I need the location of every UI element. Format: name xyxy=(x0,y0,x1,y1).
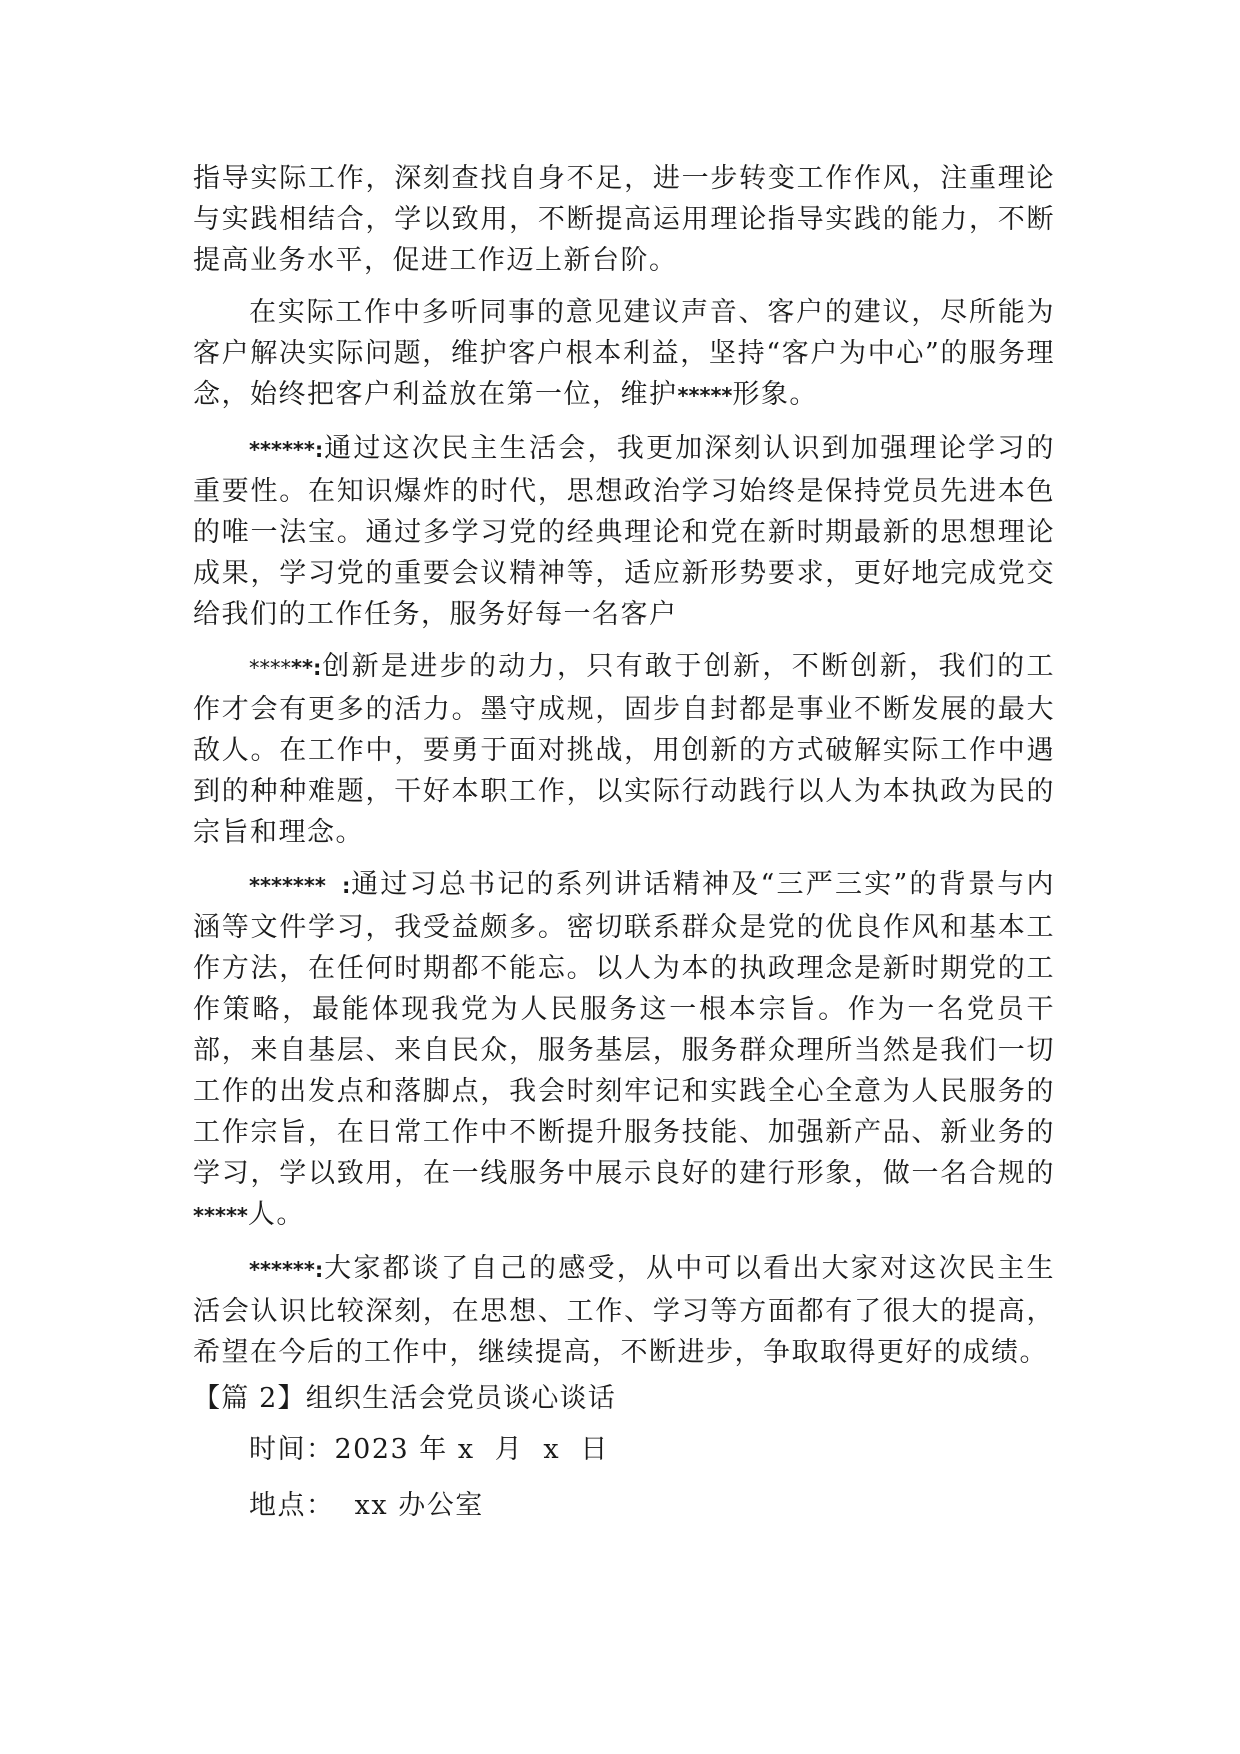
paragraph-4 xyxy=(193,646,1055,853)
document-page xyxy=(193,158,1055,1539)
masked-name: ***** xyxy=(193,1204,248,1228)
paragraph-2-tail: 形象。 xyxy=(732,379,818,410)
meeting-time: 时间：2023 年 x 月 x 日 xyxy=(249,1434,609,1465)
speaker-label-prefix: **** xyxy=(249,656,291,680)
speaker-label: ******: xyxy=(249,1258,324,1282)
speaker-label: ******: xyxy=(249,438,324,462)
speaker-label: ******* : xyxy=(249,874,351,898)
paragraph-5-text: 通过习总书记的系列讲话精神及“三严三实”的背景与内涵等文件学习，我受益颇多。密切联系群众是党的优良作风和基本工作方法，在任何时期都不能忘。以人为本的执政理念是新时期党的工作策略，最能体现我党为人民服务这一根本宗旨。作为一名党员干部，来自基层、来自民众，服务基层，服务群众理所当然是我们一切工作的出发点和落脚点，我会时刻牢记和实践全心全意为人民服务的工作宗旨，在日常工作中不断提升服务技能、加强新产品、新业务的学习，学以致用，在一线服务中展示良好的建行形象，做一名合规的 xyxy=(193,869,1055,1189)
meeting-place: 地点： xx 办公室 xyxy=(249,1490,484,1521)
speaker-label: **: xyxy=(291,656,322,680)
paragraph-6 xyxy=(193,1248,1055,1373)
paragraph-6-text: 大家都谈了自己的感受，从中可以看出大家对这次民主生活会认识比较深刻，在思想、工作、学习等方面都有了很大的提高，希望在今后的工作中，继续提高，不断进步，争取取得更好的成绩。 xyxy=(193,1253,1055,1368)
paragraph-3-text: 通过这次民主生活会，我更加深刻认识到加强理论学习的重要性。在知识爆炸的时代，思想政治学习始终是保持党员先进本色的唯一法宝。通过多学习党的经典理论和党在新时期最新的思想理论成果，学习党的重要会议精神等，适应新形势要求，更好地完成党交给我们的工作任务，服务好每一名客户 xyxy=(193,433,1055,630)
paragraph-2-text: 在实际工作中多听同事的意见建议声音、客户的建议，尽所能为客户解决实际问题，维护客户根本利益，坚持“客户为中心”的服务理念，始终把客户利益放在第一位，维护 xyxy=(193,297,1055,410)
paragraph-4-text: 创新是进步的动力，只有敢于创新，不断创新，我们的工作才会有更多的活力。墨守成规，固步自封都是事业不断发展的最大敌人。在工作中，要勇于面对挑战，用创新的方式破解实际工作中遇到的种种难题，干好本职工作，以实际行动践行以人为本执政为民的宗旨和理念。 xyxy=(193,651,1055,848)
paragraph-1: 指导实际工作，深刻查找自身不足，进一步转变工作作风，注重理论与实践相结合，学以致用，不断提高运用理论指导实践的能力，不断提高业务水平，促进工作迈上新台阶。 xyxy=(193,163,1055,276)
paragraph-2 xyxy=(193,292,1055,417)
paragraph-5 xyxy=(193,864,1055,1237)
paragraph-5-tail: 人。 xyxy=(247,1199,305,1230)
section-heading: 【篇 2】组织生活会党员谈心谈话 xyxy=(193,1383,616,1414)
masked-name: ***** xyxy=(677,384,733,408)
paragraph-3 xyxy=(193,428,1055,635)
